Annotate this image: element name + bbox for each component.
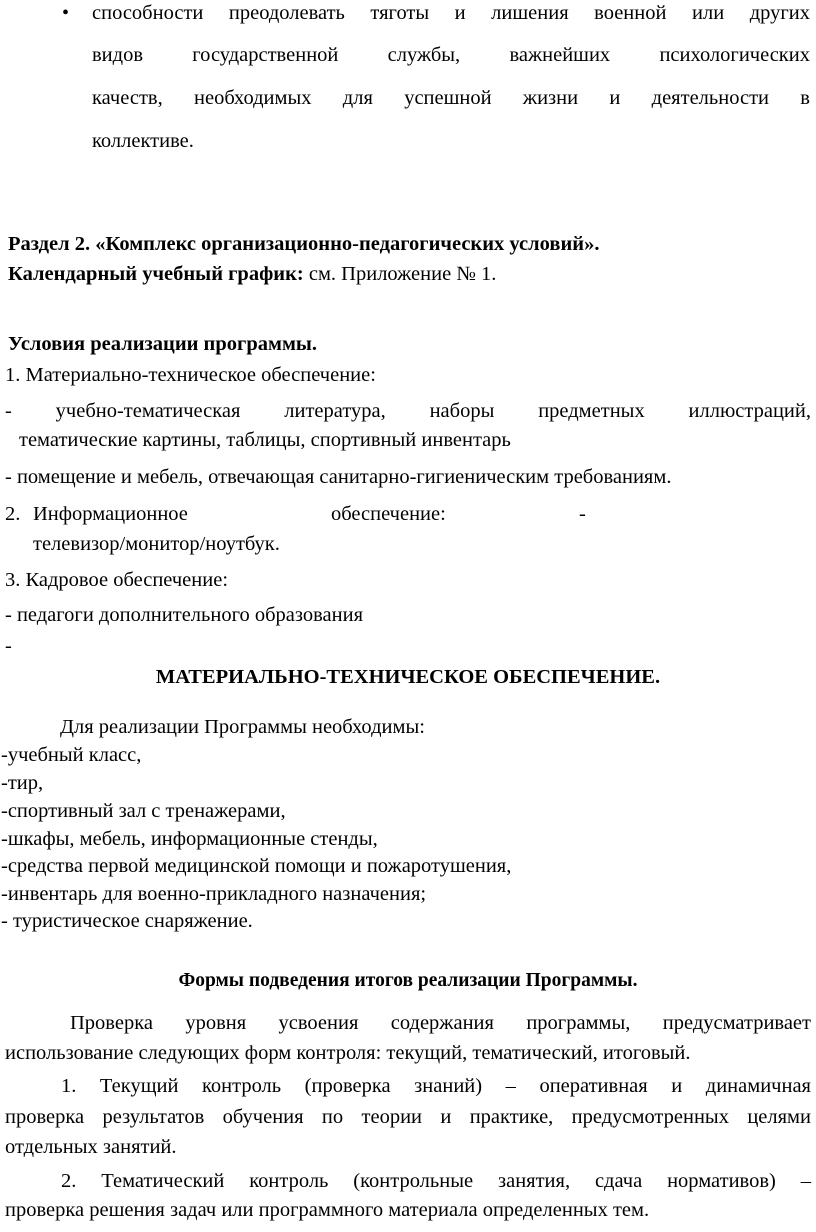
conditions-item-2-line-2: телевизор/монитор/ноутбук. xyxy=(33,533,280,555)
bullet-line-4: коллективе. xyxy=(92,130,194,152)
forms-heading: Формы подведения итогов реализации Программы. xyxy=(178,970,638,991)
conditions-item-1: 1. Материально-техническое обеспечение: xyxy=(5,364,376,386)
bullet-line-2: видов государственной службы, важнейших психологических xyxy=(92,44,810,66)
conditions-item-3: 3. Кадровое обеспечение: xyxy=(5,569,229,591)
calendar-value: см. Приложение № 1. xyxy=(303,263,497,285)
conditions-item-1-sub-2: - помещение и мебель, отвечающая санитарно-гигиеническим требованиям. xyxy=(5,466,672,488)
section2-title: Раздел 2. «Комплекс организационно-педагогических условий». xyxy=(8,233,600,255)
mto-heading: МАТЕРИАЛЬНО-ТЕХНИЧЕСКОЕ ОБЕСПЕЧЕНИЕ. xyxy=(155,666,661,688)
bullet-line-3: качеств, необходимых для успешной жизни и деятельности в xyxy=(92,87,810,109)
forms-p2-line-3: отдельных занятий. xyxy=(5,1136,177,1158)
calendar-line xyxy=(8,263,496,286)
forms-p1-line-2: использование следующих форм контроля: текущий, тематический, итоговый. xyxy=(5,1042,691,1064)
bullet-line-1: способности преодолевать тяготы и лишения военной или других xyxy=(92,2,810,24)
forms-p3-line-2: проверка решения задач или программного материала определенных тем. xyxy=(5,1199,650,1221)
bullet-marker: • xyxy=(62,2,70,24)
forms-p2-line-1: 1. Текущий контроль (проверка знаний) – оперативная и динамичная xyxy=(61,1075,811,1097)
calendar-label: Календарный учебный график: xyxy=(8,263,304,285)
list-item: -средства первой медицинской помощи и пожаротушения, xyxy=(1,855,512,877)
mto-intro: Для реализации Программы необходимы: xyxy=(60,716,425,738)
conditions-item-1-sub-1-line-2: тематические картины, таблицы, спортивный инвентарь xyxy=(19,429,511,451)
conditions-item-2-dash: - xyxy=(579,503,586,525)
conditions-item-1-sub-1-line-1: - учебно-тематическая литература, наборы предметных иллюстраций, xyxy=(5,400,811,422)
forms-p3-line-1: 2. Тематический контроль (контрольные занятия, сдача нормативов) – xyxy=(61,1170,811,1192)
conditions-item-3-sub-2: - xyxy=(5,635,12,657)
list-item: -инвентарь для военно-прикладного назначения; xyxy=(1,883,427,905)
forms-p1-line-1: Проверка уровня усвоения содержания программы, предусматривает xyxy=(70,1012,811,1034)
list-item: -учебный класс, xyxy=(1,744,142,766)
conditions-item-2-word-2: обеспечение: xyxy=(331,503,446,525)
list-item: -спортивный зал с тренажерами, xyxy=(1,800,286,822)
conditions-item-3-sub-1: - педагоги дополнительного образования xyxy=(5,604,363,626)
conditions-heading: Условия реализации программы. xyxy=(8,333,318,355)
list-item: -шкафы, мебель, информационные стенды, xyxy=(1,828,378,850)
conditions-item-2-num: 2. xyxy=(5,503,21,525)
forms-p2-line-2: проверка результатов обучения по теории и практике, предусмотренных целями xyxy=(5,1106,811,1128)
list-item: -тир, xyxy=(1,772,44,794)
list-item: - туристическое снаряжение. xyxy=(1,910,253,932)
conditions-item-2-word-1: Информационное xyxy=(33,503,188,525)
